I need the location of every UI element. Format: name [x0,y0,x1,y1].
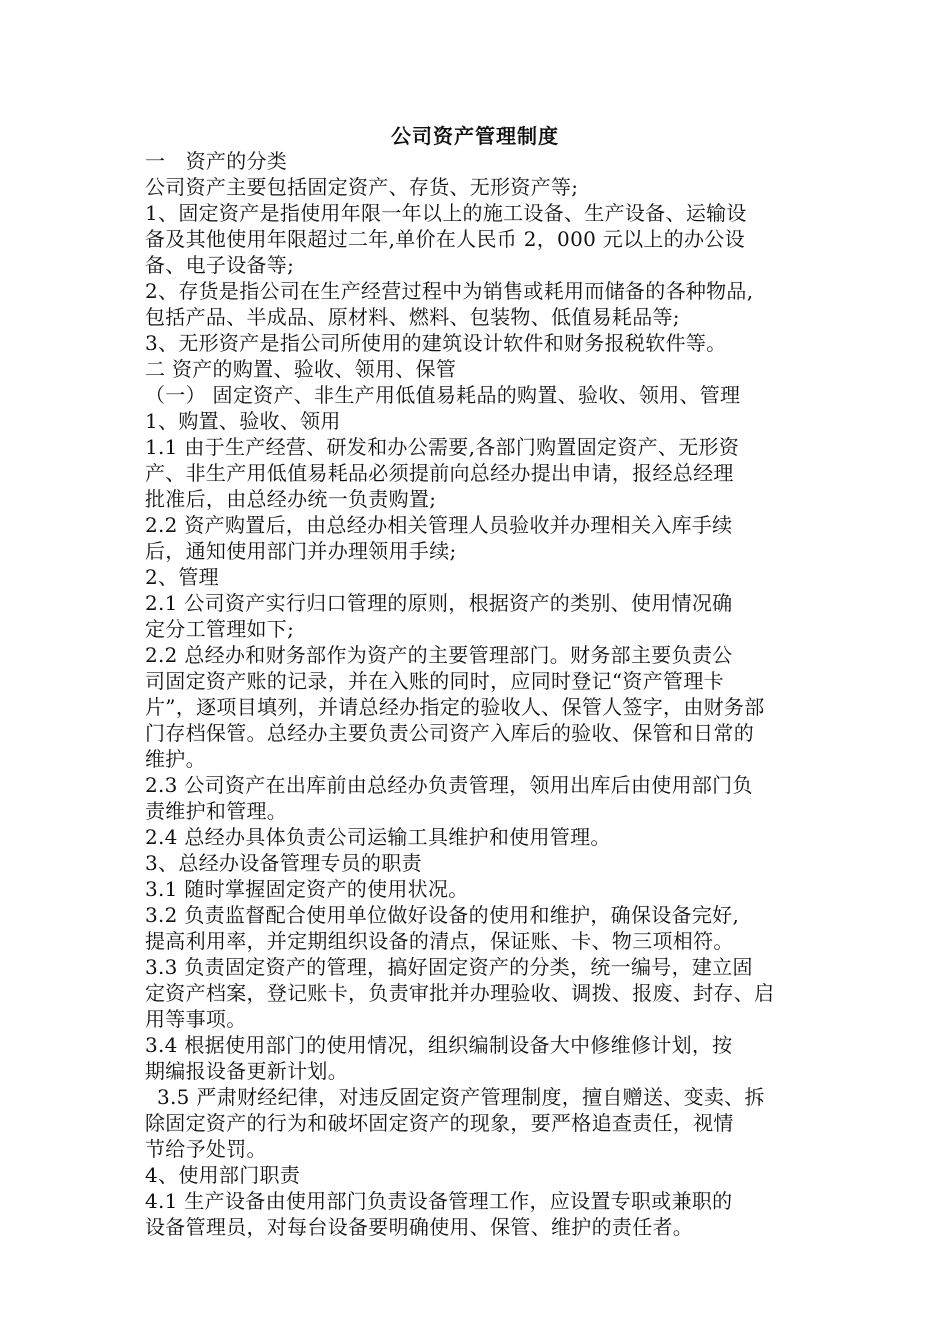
text-line: 定资产档案，登记账卡，负责审批并办理验收、调拨、报废、封存、启 [145,981,775,1005]
text-line: 除固定资产的行为和破坏固定资产的现象，要严格追查责任，视情 [145,1111,734,1135]
text-line: 节给予处罚。 [145,1137,267,1161]
text-line: 维护。 [145,747,206,771]
subsection-heading: （一） 固定资产、非生产用低值易耗品的购置、验收、领用、管理 [145,383,741,407]
text-line: 3.1 随时掌握固定资产的使用状况。 [145,877,469,901]
text-line: 用等事项。 [145,1007,247,1031]
item-heading: 1、购置、验收、领用 [145,409,341,433]
text-line: 3.3 负责固定资产的管理，搞好固定资产的分类，统一编号，建立固 [145,955,753,979]
text-line: 备及其他使用年限超过二年,单价在人民币 2，000 元以上的办公设 [145,227,745,251]
text-line: 提高利用率，并定期组织设备的清点，保证账、卡、物三项相符。 [145,929,734,953]
text-line: 2、存货是指公司在生产经营过程中为销售或耗用而储备的各种物品, [145,279,754,303]
text-line: 期编报设备更新计划。 [145,1059,348,1083]
text-line: 2.1 公司资产实行归口管理的原则，根据资产的类别、使用情况确 [145,591,733,615]
text-line: 3、无形资产是指公司所使用的建筑设计软件和财务报税软件等。 [145,331,727,355]
text-line: 片”，逐项目填列，并请总经办指定的验收人、保管人签字，由财务部 [145,695,765,719]
text-line: 2.4 总经办具体负责公司运输工具维护和使用管理。 [145,825,611,849]
text-line: 3.2 负责监督配合使用单位做好设备的使用和维护，确保设备完好, [145,903,740,927]
text-line: 3.5 严肃财经纪律，对违反固定资产管理制度，擅自赠送、变卖、拆 [157,1085,765,1109]
text-line: 门存档保管。总经办主要负责公司资产入库后的验收、保管和日常的 [145,721,754,745]
text-line: 4.1 生产设备由使用部门负责设备管理工作，应设置专职或兼职的 [145,1189,733,1213]
text-line: 责维护和管理。 [145,799,288,823]
document-body [145,148,815,1240]
text-line: 2.2 总经办和财务部作为资产的主要管理部门。财务部主要负责公 [145,643,733,667]
text-line: 备、电子设备等; [145,253,295,277]
text-line: 后，通知使用部门并办理领用手续; [145,539,457,563]
text-line: 设备管理员，对每台设备要明确使用、保管、维护的责任者。 [145,1215,694,1239]
text-line: 1、固定资产是指使用年限一年以上的施工设备、生产设备、运输设 [145,201,747,225]
item-heading: 3、总经办设备管理专员的职责 [145,851,422,875]
section-heading-1: 一 资产的分类 [145,149,288,173]
text-line: 定分工管理如下; [145,617,295,641]
text-line: 1.1 由于生产经营、研发和办公需要,各部门购置固定资产、无形资 [145,435,740,459]
text-line: 3.4 根据使用部门的使用情况，组织编制设备大中修维修计划，按 [145,1033,733,1057]
document-title: 公司资产管理制度 [391,124,559,148]
text-line: 批准后，由总经办统一负责购置; [145,487,437,511]
text-line: 司固定资产账的记录，并在入账的同时，应同时登记“资产管理卡 [145,669,724,693]
item-heading: 4、使用部门职责 [145,1163,301,1187]
text-line: 2.2 资产购置后，由总经办相关管理人员验收并办理相关入库手续 [145,513,733,537]
text-line: 产、非生产用低值易耗品必须提前向总经办提出申请，报经总经理 [145,461,734,485]
item-heading: 2、管理 [145,565,219,589]
section-heading-2: 二 资产的购置、验收、领用、保管 [145,357,457,381]
text-line: 包括产品、半成品、原材料、燃料、包装物、低值易耗品等; [145,305,680,329]
text-line: 2.3 公司资产在出库前由总经办负责管理，领用出库后由使用部门负 [145,773,753,797]
text-line: 公司资产主要包括固定资产、存货、无形资产等; [145,175,579,199]
